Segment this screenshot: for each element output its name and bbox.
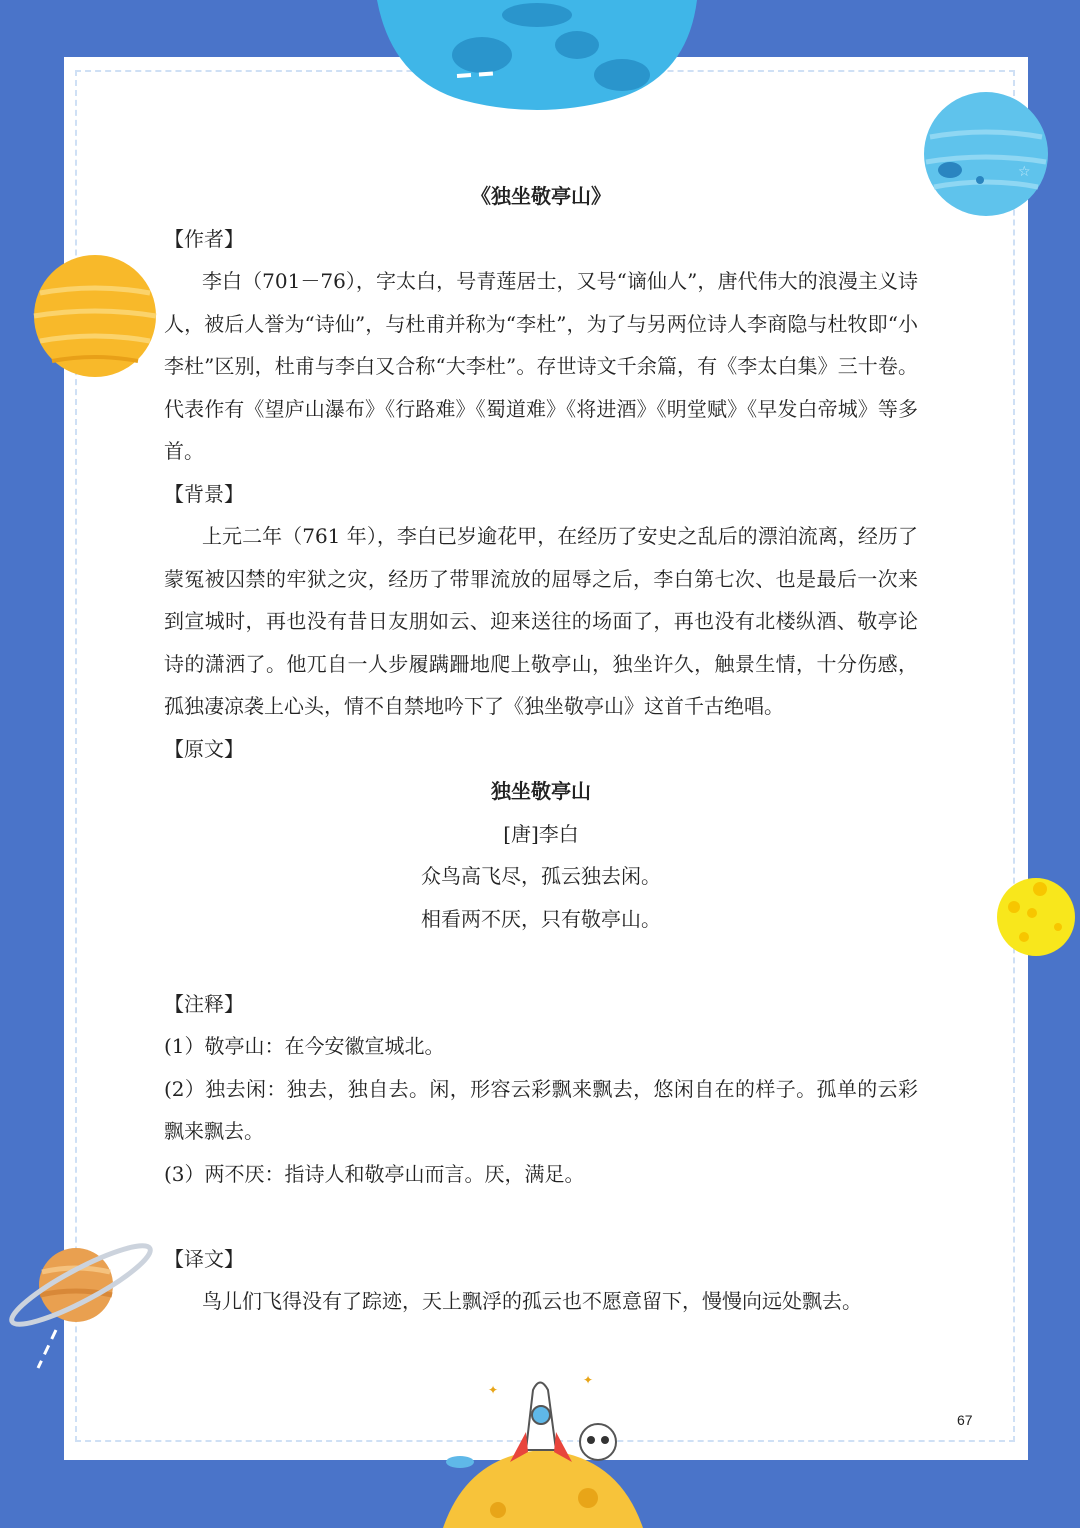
note-item: (1）敬亭山：在今安徽宣城北。 (164, 1034, 445, 1058)
document-title: 《独坐敬亭山》 (471, 184, 611, 208)
svg-text:☆: ☆ (1018, 164, 1031, 180)
document-body (164, 175, 918, 1323)
note-item: (3）两不厌：指诗人和敬亭山而言。厌，满足。 (164, 1161, 585, 1186)
rocket-moon-illustration (438, 1370, 648, 1528)
section-heading-notes: 【注释】 (164, 991, 244, 1016)
spacer (164, 1195, 918, 1238)
section-heading-original: 【原文】 (164, 736, 244, 761)
orange-planet-icon (32, 253, 158, 379)
saturn-planet-icon (6, 1240, 156, 1370)
author-paragraph: 李白（701－76），字太白，号青莲居士，又号“谪仙人”，唐代伟大的浪漫主义诗人，被后人誉为“诗仙”，与杜甫并称为“李杜”，为了与另两位诗人李商隐与杜牧即“小李杜”区别，杜甫与李白又合称“大李杜”。存世诗文千余篇，有《李太白集》三十卷。代表作有《望庐山瀑布》《行路难》《蜀道难》《将进酒》《明堂赋》《早发白帝城》等多首。 (164, 269, 918, 463)
poem-line-2: 相看两不厌，只有敬亭山。 (421, 906, 661, 931)
section-heading-translation: 【译文】 (164, 1246, 244, 1271)
translation-paragraph: 鸟儿们飞得没有了踪迹，天上飘浮的孤云也不愿意留下，慢慢向远处飘去。 (202, 1289, 862, 1313)
yellow-planet-icon (996, 877, 1076, 957)
striped-planet-icon (922, 92, 1050, 220)
svg-text:✦: ✦ (488, 1383, 499, 1397)
poem-author: [唐]李白 (503, 821, 579, 846)
background-paragraph: 上元二年（761 年），李白已岁逾花甲，在经历了安史之乱后的漂泊流离，经历了蒙冤被囚禁的牢狱之灾，经历了带罪流放的屈辱之后，李白第七次、也是最后一次来到宣城时，再也没有昔日友朋如云、迎来送往的场面了，再也没有北楼纵酒、敬亭论诗的潇洒了。他兀自一人步履蹒跚地爬上敬亭山，独坐许久，触景生情，十分伤感，孤独凄凉袭上心头，情不自禁地吟下了《独坐敬亭山》这首千古绝唱。 (164, 524, 918, 718)
page-number: 67 (957, 1412, 973, 1428)
section-heading-author: 【作者】 (164, 226, 244, 251)
section-heading-background: 【背景】 (164, 481, 244, 506)
spacer (164, 940, 918, 983)
note-item: (2）独去闲：独去，独自去。闲，形容云彩飘来飘去，悠闲自在的样子。孤单的云彩飘来飘去。 (164, 1076, 918, 1143)
blue-planet-top-icon (372, 0, 702, 112)
svg-text:✦: ✦ (583, 1373, 594, 1387)
poem-line-1: 众鸟高飞尽，孤云独去闲。 (421, 864, 661, 888)
poem-title: 独坐敬亭山 (491, 779, 591, 803)
